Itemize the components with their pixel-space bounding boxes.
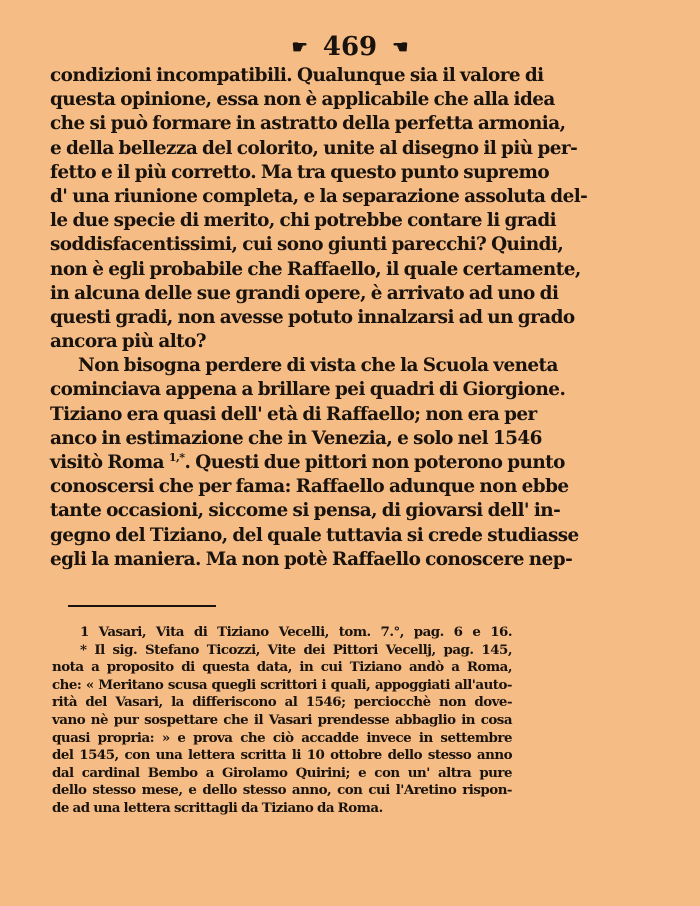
text-line: Tiziano era quasi dell' età di Raffaello; non era per — [50, 403, 537, 425]
footnote-line: * Il sig. Stefano Ticozzi, Vite dei Pittori Vecellj, pag. 145, — [80, 641, 512, 658]
text-line: conoscersi che per fama: Raffaello adunque non ebbe — [50, 476, 569, 498]
footnote-line: dal cardinal Bembo a Girolamo Quirini; e con un' altra pure — [52, 764, 512, 781]
page-header — [0, 30, 700, 65]
text-line: tante occasioni, siccome si pensa, di giovarsi dell' in- — [50, 500, 561, 522]
footnote-reference: 1,* — [168, 450, 185, 464]
footnote-line: vano nè pur sospettare che il Vasari prendesse abbaglio in cosa — [52, 711, 512, 728]
main-text — [50, 64, 588, 572]
footnotes — [52, 624, 512, 818]
text-line: d' una riunione completa, e la separazione assoluta del- — [50, 185, 588, 207]
text-line: questa opinione, essa non è applicabile che alla idea — [50, 89, 555, 111]
footnote-line: del 1545, con una lettera scritta li 10 ottobre dello stesso anno — [52, 747, 512, 764]
text-line: e della bellezza del colorito, unite al disegno il più per- — [50, 137, 578, 159]
footnote-line: nota a proposito di questa data, in cui Tiziano andò a Roma, — [52, 659, 512, 676]
text-line: che si può formare in astratto della perfetta armonia, — [50, 113, 566, 135]
text-line: non è egli probabile che Raffaello, il quale certamente, — [50, 258, 581, 280]
text-line: ancora più alto? — [50, 331, 207, 353]
page-number: 469 — [322, 32, 378, 62]
footnote-line: de ad una lettera scrittagli da Tiziano da Roma. — [52, 799, 383, 816]
footnote-line: dello stesso mese, e dello stesso anno, con cui l'Aretino rispon- — [52, 782, 512, 799]
text-line: gegno del Tiziano, del quale tuttavia si crede studiasse — [50, 524, 579, 546]
text-line: cominciava appena a brillare pei quadri di Giorgione. — [50, 379, 566, 401]
text-line: fetto e il più corretto. Ma tra questo punto supremo — [50, 161, 550, 183]
text-line: le due specie di merito, chi potrebbe contare li gradi — [50, 210, 557, 232]
footnote-line: che: « Meritano scusa quegli scrittori i quali, appoggiati all'auto- — [52, 676, 512, 693]
text-line: soddisfacentissimi, cui sono giunti parecchi? Quindi, — [50, 234, 564, 256]
footnote-line: quasi propria: » e prova che ciò accadde invece in settembre — [52, 729, 512, 746]
text-fragment: visitò Roma — [50, 452, 165, 473]
paragraph-start-line: Non bisogna perdere di vista che la Scuola veneta — [78, 355, 558, 377]
text-line-with-note-ref — [50, 450, 565, 475]
footnote-line: 1 Vasari, Vita di Tiziano Vecelli, tom. 7.°, pag. 6 e 16. — [80, 624, 512, 640]
footnote-divider — [68, 605, 216, 607]
right-pointing-hand-icon: ☚ — [392, 37, 409, 58]
text-line: anco in estimazione che in Venezia, e solo nel 1546 — [50, 427, 542, 449]
text-fragment: . Questi due pittori non poterono punto — [184, 452, 565, 473]
text-line: condizioni incompatibili. Qualunque sia il valore di — [50, 65, 544, 86]
text-line: egli la maniera. Ma non potè Raffaello conoscere nep- — [50, 548, 573, 570]
footnote-line: rità del Vasari, la differiscono al 1546; perciocchè non dove- — [52, 694, 512, 711]
text-line: in alcuna delle sue grandi opere, è arrivato ad uno di — [50, 282, 559, 304]
text-line: questi gradi, non avesse potuto innalzarsi ad un grado — [50, 306, 575, 328]
left-pointing-hand-icon: ☛ — [291, 37, 308, 58]
